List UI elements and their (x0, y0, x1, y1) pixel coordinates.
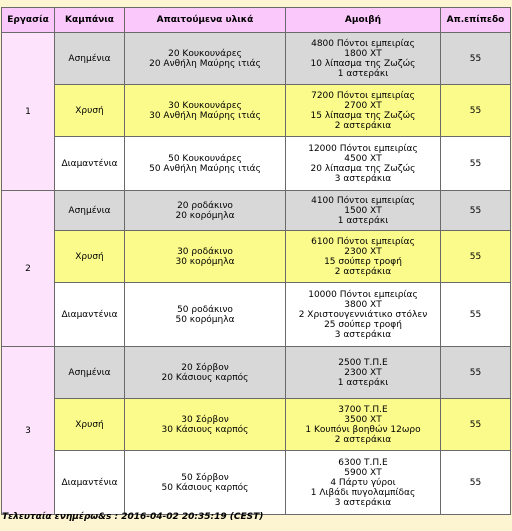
reward-line: 3700 Τ.Π.Ε (338, 404, 388, 415)
header-task: Εργασία (2, 8, 55, 33)
table-row (2, 347, 511, 399)
material-line: 30 κορόμηλα (175, 256, 235, 267)
material-line: 50 Ανθήλη Μαύρης ιτιάς (149, 163, 261, 174)
level-cell: 55 (441, 33, 511, 85)
reward-line: 1800 ΧΤ (344, 48, 382, 59)
reward-line: 10 λίπασμα της Ζωζώς (310, 58, 416, 69)
level-cell: 55 (441, 137, 511, 191)
reward-line: 6300 Τ.Π.Ε (338, 457, 388, 468)
campaign-cell: Ασημένια (55, 33, 125, 85)
materials-cell (125, 85, 286, 137)
table-row (2, 399, 511, 451)
level-cell: 55 (441, 231, 511, 283)
reward-line: 5900 ΧΤ (344, 467, 382, 478)
materials-cell (125, 231, 286, 283)
reward-line: 2300 ΧΤ (344, 367, 382, 378)
materials-cell (125, 33, 286, 85)
level-cell: 55 (441, 399, 511, 451)
table-row (2, 137, 511, 191)
reward-line: 2 αστεράκια (334, 120, 392, 131)
material-line: 20 ροδάκινο (177, 200, 233, 211)
reward-line: 1 Λιβάδι πυγολαμπίδας (310, 487, 416, 498)
material-line: 20 Σόρβον (181, 362, 229, 373)
materials-cell (125, 137, 286, 191)
reward-line: 1 αστεράκι (337, 68, 389, 79)
header-materials: Απαιτούμενα υλικά (125, 8, 286, 33)
table-row (2, 283, 511, 347)
reward-cell (286, 283, 441, 347)
reward-line: 1 Κουπόνι βοηθών 12ωρο (305, 424, 421, 435)
material-line: 20 Ανθήλη Μαύρης ιτιάς (149, 58, 261, 69)
reward-line: 3 αστεράκια (334, 173, 392, 184)
header-row (2, 8, 511, 33)
campaign-cell: Χρυσή (55, 231, 125, 283)
reward-line: 20 λίπασμα της Ζωζώς (310, 163, 416, 174)
campaign-cell: Διαμαντένια (55, 283, 125, 347)
reward-line: 25 σούπερ τροφή (324, 319, 402, 330)
header-campaign: Καμπάνια (55, 8, 125, 33)
reward-cell (286, 451, 441, 515)
table-row (2, 33, 511, 85)
reward-line: 4 Πάρτυ γύροι (330, 477, 396, 488)
material-line: 50 Κάσιους καρπός (161, 482, 249, 493)
material-line: 50 Σόρβον (181, 472, 229, 483)
material-line: 30 Κουκουνάρες (168, 100, 242, 111)
reward-line: 10000 Πόντοι εμπειρίας (308, 289, 418, 300)
reward-line: 2 αστεράκια (334, 434, 392, 445)
reward-cell (286, 33, 441, 85)
campaign-cell: Διαμαντένια (55, 451, 125, 515)
reward-line: 4800 Πόντοι εμπειρίας (311, 38, 415, 49)
campaign-cell: Ασημένια (55, 347, 125, 399)
quest-table-body (2, 33, 511, 515)
materials-cell (125, 283, 286, 347)
level-cell: 55 (441, 85, 511, 137)
table-row (2, 451, 511, 515)
reward-line: 1 αστεράκι (337, 215, 389, 226)
table-row (2, 231, 511, 283)
header-level: Απ.επίπεδο (441, 8, 511, 33)
reward-line: 2500 Τ.Π.Ε (338, 357, 388, 368)
reward-line: 12000 Πόντοι εμπειρίας (308, 143, 418, 154)
materials-cell (125, 347, 286, 399)
campaign-cell: Ασημένια (55, 191, 125, 231)
reward-cell (286, 231, 441, 283)
table-row (2, 85, 511, 137)
reward-line: 2 αστεράκια (334, 266, 392, 277)
task-number-cell: 1 (2, 33, 55, 191)
campaign-cell: Χρυσή (55, 399, 125, 451)
material-line: 50 κορόμηλα (175, 314, 235, 325)
table-row (2, 191, 511, 231)
reward-line: 7200 Πόντοι εμπειρίας (311, 90, 415, 101)
materials-cell (125, 191, 286, 231)
reward-cell (286, 137, 441, 191)
material-line: 30 Κάσιους καρπός (161, 424, 249, 435)
material-line: 20 κορόμηλα (175, 210, 235, 221)
reward-cell (286, 347, 441, 399)
reward-line: 2 Χριστουγεννιάτικο στόλεν (298, 309, 428, 320)
level-cell: 55 (441, 283, 511, 347)
campaign-cell: Διαμαντένια (55, 137, 125, 191)
task-number-cell: 3 (2, 347, 55, 515)
reward-cell (286, 85, 441, 137)
reward-cell (286, 191, 441, 231)
material-line: 30 Σόρβον (181, 414, 229, 425)
level-cell: 55 (441, 451, 511, 515)
material-line: 50 Κουκουνάρες (168, 153, 242, 164)
reward-line: 3 αστεράκια (334, 329, 392, 340)
reward-line: 4500 ΧΤ (344, 153, 382, 164)
reward-line: 4100 Πόντοι εμπειρίας (311, 195, 415, 206)
level-cell: 55 (441, 191, 511, 231)
material-line: 50 ροδάκινο (177, 304, 233, 315)
material-line: 20 Κουκουνάρες (168, 48, 242, 59)
reward-line: 3 αστεράκια (334, 497, 392, 508)
reward-line: 15 σούπερ τροφή (324, 256, 402, 267)
level-cell: 55 (441, 347, 511, 399)
reward-line: 15 λίπασμα της Ζωζώς (310, 110, 416, 121)
reward-line: 3500 ΧΤ (344, 414, 382, 425)
reward-line: 3800 ΧΤ (344, 299, 382, 310)
quest-table (1, 7, 511, 515)
reward-cell (286, 399, 441, 451)
reward-line: 2700 ΧΤ (344, 100, 382, 111)
reward-line: 2300 ΧΤ (344, 246, 382, 257)
materials-cell (125, 399, 286, 451)
material-line: 30 ροδάκινο (177, 246, 233, 257)
materials-cell (125, 451, 286, 515)
reward-line: 1 αστεράκι (337, 377, 389, 388)
task-number-cell: 2 (2, 191, 55, 347)
last-update-text: Τελευταία ενημέρω&s : 2016-04-02 20:35:19 (CEST) (2, 512, 264, 522)
reward-line: 1500 ΧΤ (344, 205, 382, 216)
material-line: 30 Ανθήλη Μαύρης ιτιάς (149, 110, 261, 121)
campaign-cell: Χρυσή (55, 85, 125, 137)
material-line: 20 Κάσιους καρπός (161, 372, 249, 383)
reward-line: 6100 Πόντοι εμπειρίας (311, 236, 415, 247)
header-reward: Αμοιβή (286, 8, 441, 33)
